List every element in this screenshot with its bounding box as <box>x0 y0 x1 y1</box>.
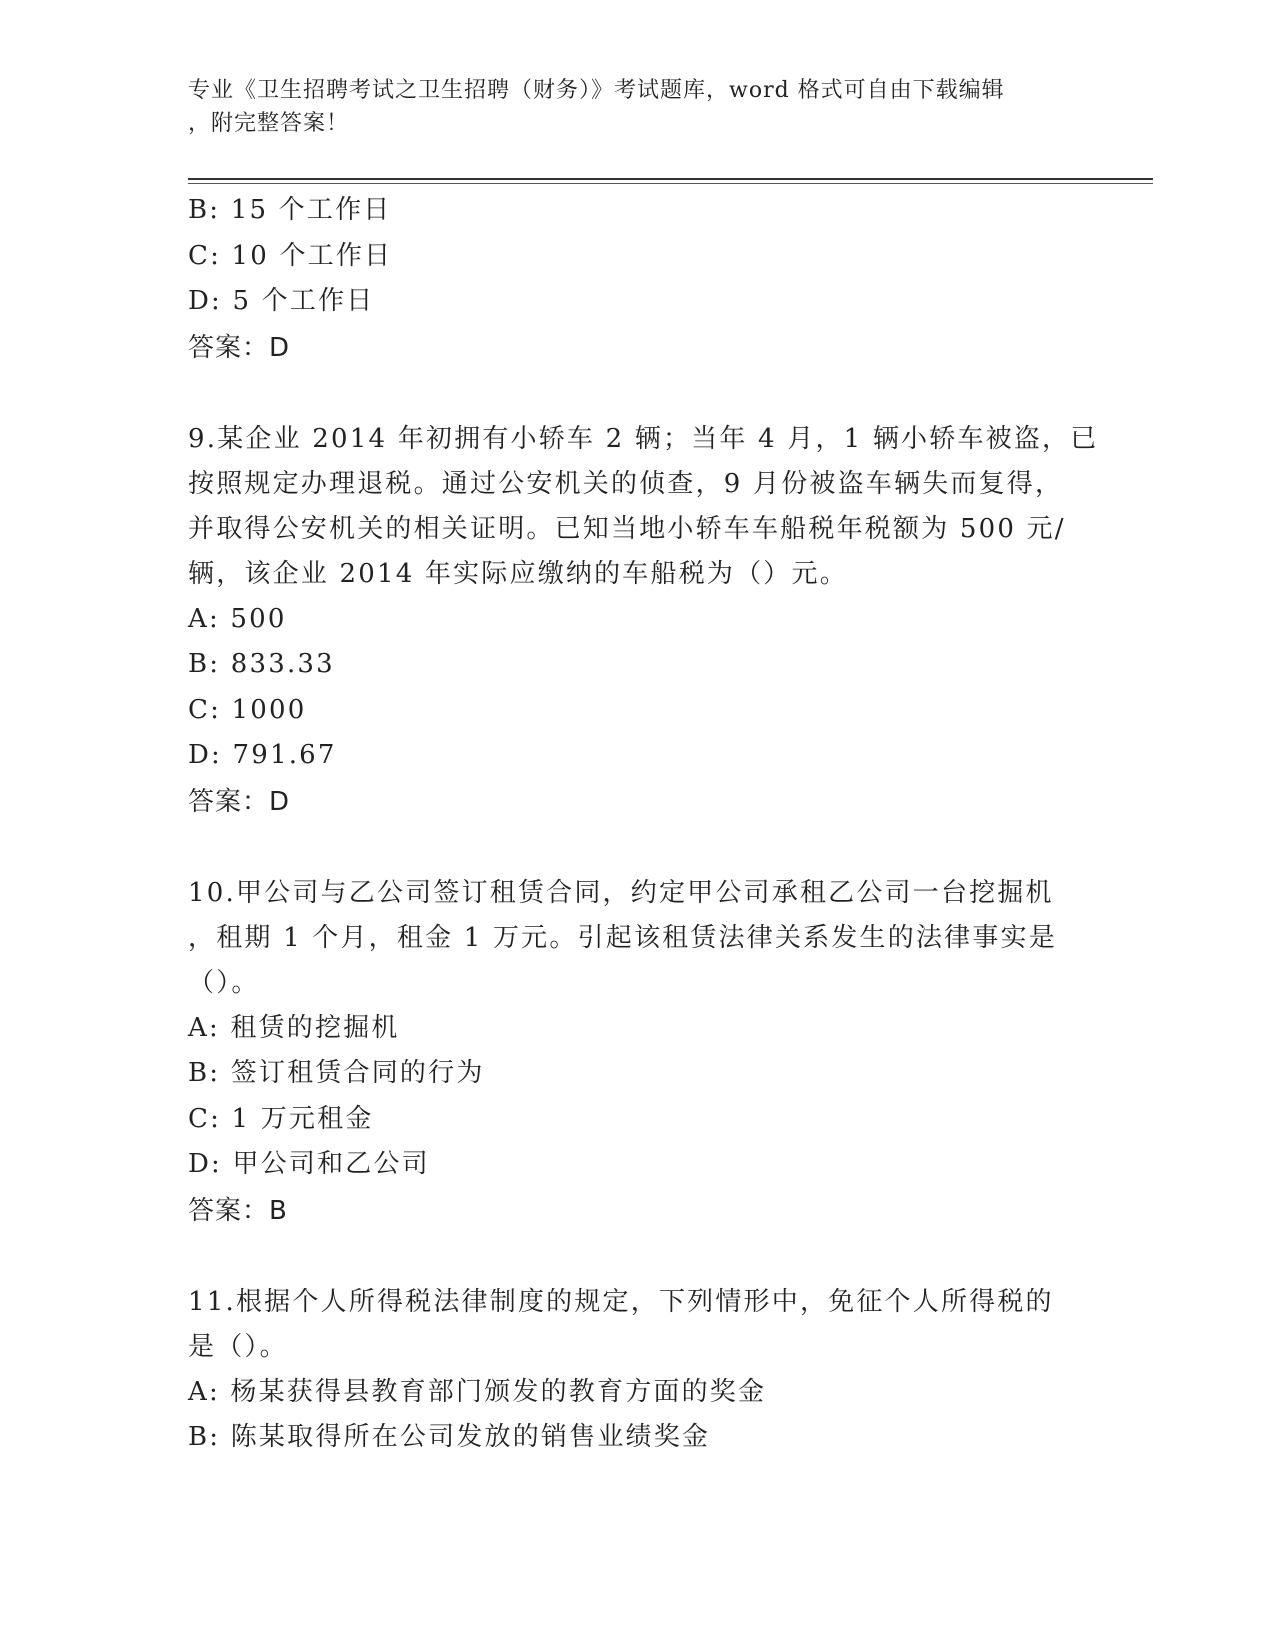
option-c: C: 1 万元租金 <box>188 1103 374 1134</box>
spacer <box>188 371 1078 417</box>
option-a: A: 500 <box>188 603 287 634</box>
question-stem-line: ，租期 1 个月，租金 1 万元。引起该租赁法律关系发生的法律事实是 <box>188 922 1057 953</box>
question-stem-line: 11.根据个人所得税法律制度的规定，下列情形中，免征个人所得税的 <box>188 1286 1054 1317</box>
option-b: B: 陈某取得所在公司发放的销售业绩奖金 <box>188 1422 711 1452</box>
question-stem-line: 10.甲公司与乙公司签订租赁合同，约定甲公司承租乙公司一台挖掘机 <box>188 877 1054 908</box>
question-8 <box>188 188 1078 371</box>
answer: 答案：B <box>188 1195 288 1226</box>
option-c: C: 10 个工作日 <box>188 240 393 271</box>
question-stem-line: 并取得公安机关的相关证明。已知当地小轿车车船税年税额为 500 元/ <box>188 513 1066 544</box>
answer: 答案：D <box>188 332 291 363</box>
option-d: D: 5 个工作日 <box>188 286 375 316</box>
option-b: B: 833.33 <box>188 649 335 679</box>
header-divider-thick <box>188 178 1153 180</box>
spacer <box>188 1234 1078 1280</box>
option-a: A: 租赁的挖掘机 <box>188 1012 400 1043</box>
question-stem-line: 按照规定办理退税。通过公安机关的侦查，9 月份被盗车辆失而复得， <box>188 468 1064 499</box>
question-9 <box>188 417 1099 825</box>
question-10 <box>188 871 1078 1234</box>
answer: 答案：D <box>188 786 291 817</box>
option-b: B: 签订租赁合同的行为 <box>188 1058 485 1088</box>
option-d: D: 791.67 <box>188 740 337 770</box>
option-c: C: 1000 <box>188 694 307 725</box>
question-stem-line: 是（）。 <box>188 1331 288 1362</box>
document-header <box>188 74 1078 140</box>
option-a: A: 杨某获得县教育部门颁发的教育方面的奖金 <box>188 1376 767 1407</box>
question-stem-line: 辆，该企业 2014 年实际应缴纳的车船税为（）元。 <box>188 558 848 589</box>
question-11 <box>188 1280 1078 1461</box>
question-content <box>188 188 1099 1461</box>
header-line-2: ，附完整答案！ <box>188 111 350 136</box>
option-b: B: 15 个工作日 <box>188 195 392 225</box>
header-divider-thin <box>188 183 1153 184</box>
header-line-1: 专业《卫生招聘考试之卫生招聘（财务）》考试题库，word 格式可自由下载编辑 <box>188 78 1005 103</box>
spacer <box>188 825 1078 871</box>
question-stem-line: 9.某企业 2014 年初拥有小轿车 2 辆；当年 4 月，1 辆小轿车被盗，已 <box>188 423 1099 454</box>
option-d: D: 甲公司和乙公司 <box>188 1149 430 1179</box>
question-stem-line: （）。 <box>188 967 260 998</box>
